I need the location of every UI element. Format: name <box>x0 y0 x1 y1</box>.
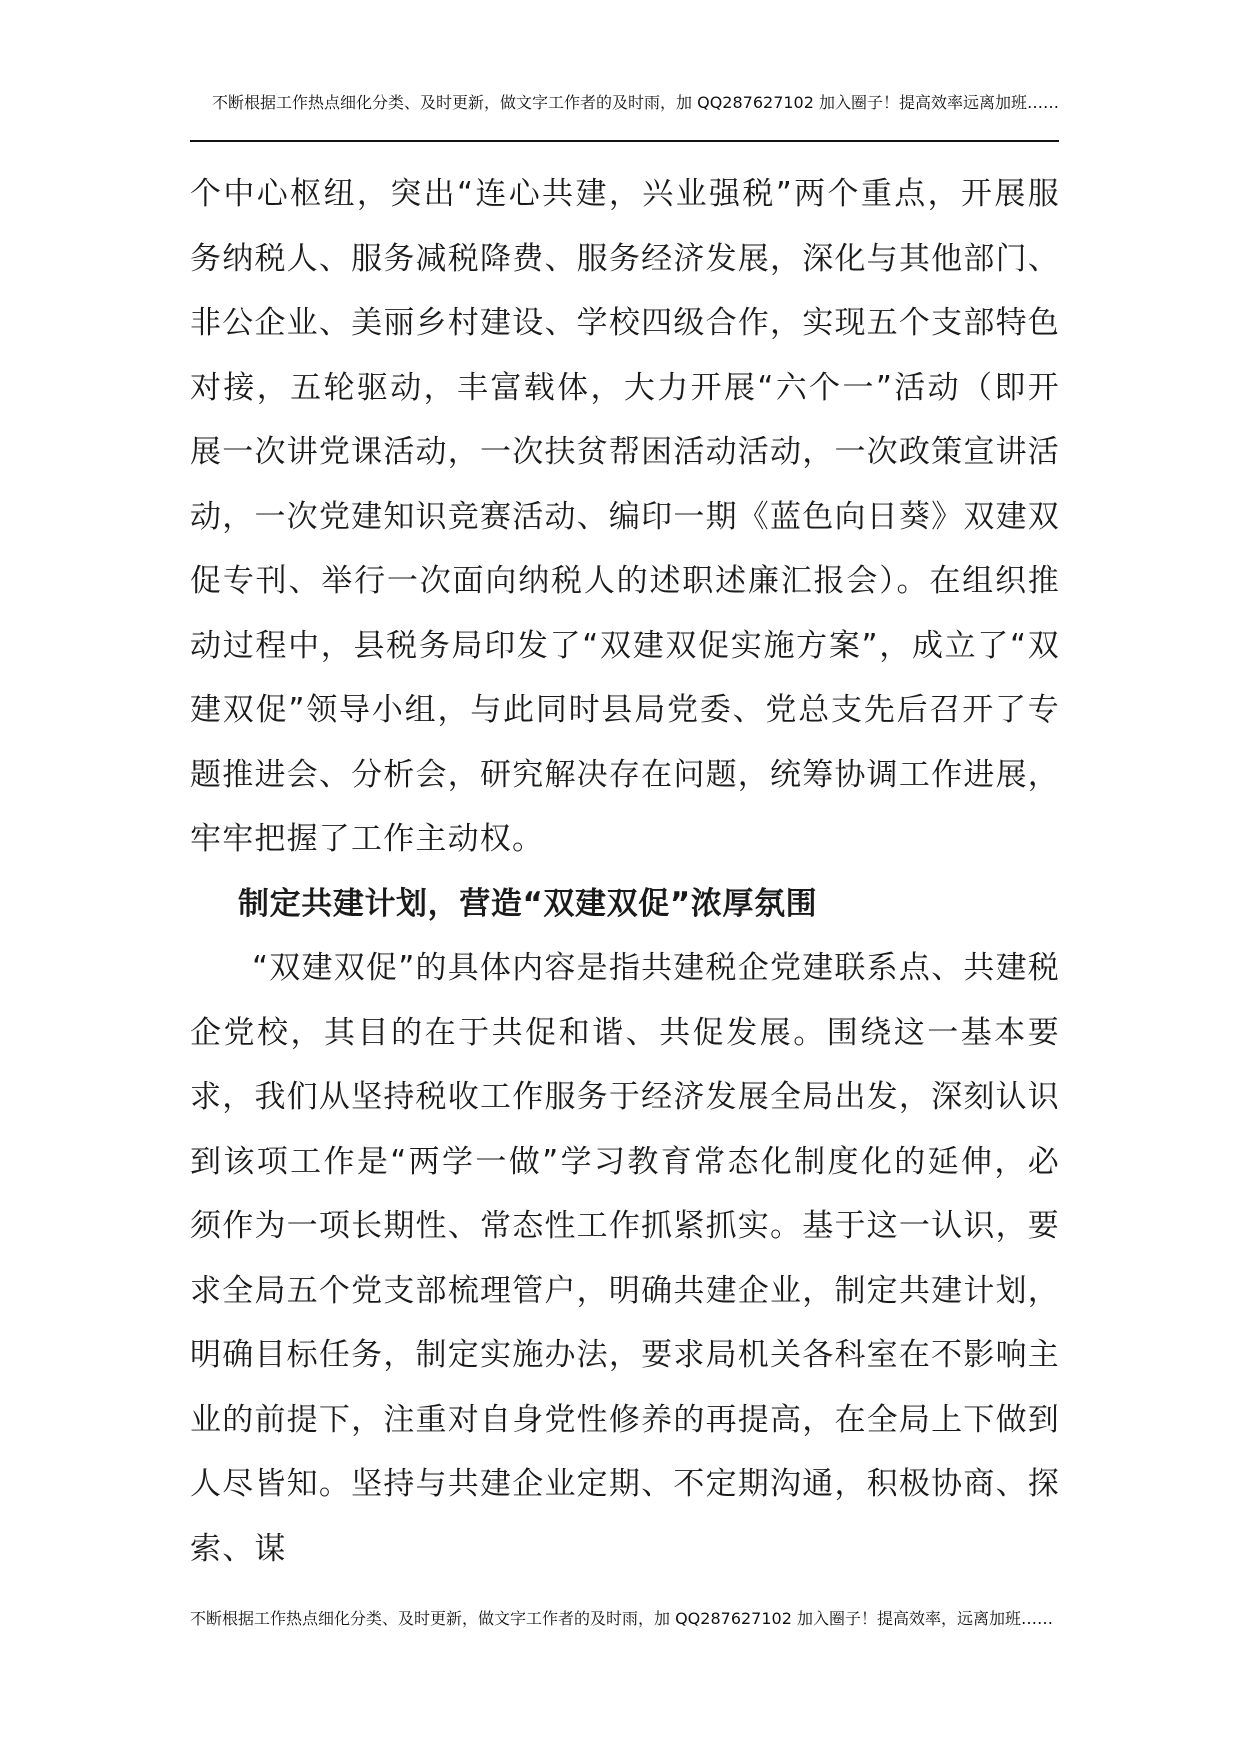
body-paragraph: 个中心枢纽，突出“连心共建，兴业强税”两个重点，开展服务纳税人、服务减税降费、服务经济发展，深化与其他部门、非公企业、美丽乡村建设、学校四级合作，实现五个支部特色对接，五轮驱动，丰富载体，大力开展“六个一”活动（即开展一次讲党课活动，一次扶贫帮困活动活动，一次政策宣讲活动，一次党建知识竞赛活动、编印一期《蓝色向日葵》双建双促专刊、举行一次面向纳税人的述职述廉汇报会）。在组织推动过程中，县税务局印发了“双建双促实施方案”，成立了“双建双促”领导小组，与此同时县局党委、党总支先后召开了专题推进会、分析会，研究解决存在问题，统筹协调工作进展，牢牢把握了工作主动权。 <box>190 176 1060 857</box>
header-divider <box>190 140 1059 142</box>
document-body <box>190 162 1060 1581</box>
footer-text: 不断根据工作热点细化分类、及时更新，做文字工作者的及时雨，加 QQ287627102 加入圈子！提高效率，远离加班…… <box>190 1609 1053 1628</box>
header-text: 不断根据工作热点细化分类、及时更新，做文字工作者的及时雨，加 QQ287627102 加入圈子！提高效率远离加班…… <box>212 93 1059 112</box>
page-footer <box>190 1606 1059 1632</box>
body-paragraph: “双建双促”的具体内容是指共建税企党建联系点、共建税企党校，其目的在于共促和谐、共促发展。围绕这一基本要求，我们从坚持税收工作服务于经济发展全局出发，深刻认识到该项工作是“两学一做”学习教育常态化制度化的延伸，必须作为一项长期性、常态性工作抓紧抓实。基于这一认识，要求全局五个党支部梳理管户，明确共建企业，制定共建计划，明确目标任务，制定实施办法，要求局机关各科室在不影响主业的前提下，注重对自身党性修养的再提高，在全局上下做到人尽皆知。坚持与共建企业定期、不定期沟通，积极协商、探索、谋 <box>190 950 1060 1567</box>
section-heading: 制定共建计划，营造“双建双促”浓厚氛围 <box>238 885 818 922</box>
page-header <box>190 90 1059 115</box>
